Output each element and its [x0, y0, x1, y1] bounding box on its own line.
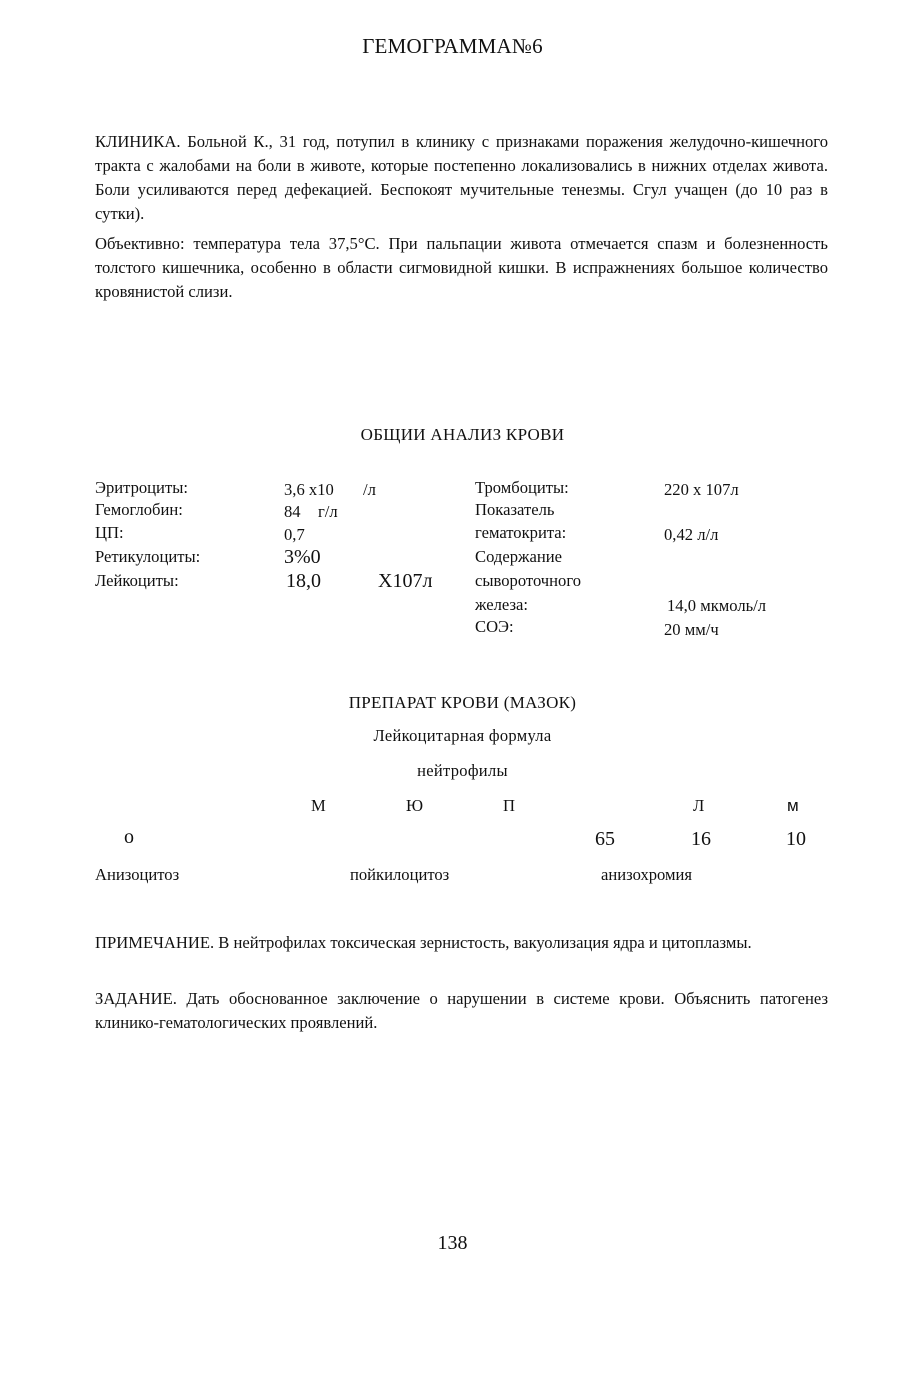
morphology-anisocytosis: Анизоцитоз	[95, 865, 180, 884]
column-header-l: Л	[693, 796, 705, 815]
serum-iron-label-line3: железа:	[475, 595, 528, 614]
value-lymphocytes: 16	[691, 828, 711, 850]
blood-test-heading: ОБЩИИ АНАЛИЗ КРОВИ	[360, 425, 565, 444]
hemoglobin-label: Гемоглобин:	[95, 500, 183, 519]
platelets-value: 220 х 107л	[664, 480, 739, 499]
column-header-yu: Ю	[406, 796, 424, 815]
note-paragraph: ПРИМЕЧАНИЕ. В нейтрофилах токсическая зернистость, вакуолизация ядра и цитоплазмы.	[95, 933, 752, 952]
reticulocytes-label: Ретикулоциты:	[95, 547, 201, 566]
hematocrit-value: 0,42 л/л	[664, 525, 719, 544]
page-title: ГЕМОГРАММА№6	[362, 34, 543, 58]
page-number: 138	[437, 1232, 468, 1254]
morphology-poikilocytosis: пойкилоцитоз	[350, 865, 450, 884]
morphology-anisochromia: анизохромия	[601, 865, 693, 884]
color-index-value: 0,7	[284, 525, 305, 544]
formula-heading: Лейкоцитарная формула	[373, 726, 552, 745]
color-index-label: ЦП:	[95, 523, 124, 542]
smear-heading: ПРЕПАРАТ КРОВИ (МАЗОК)	[348, 693, 577, 712]
esr-value: 20 мм/ч	[664, 620, 719, 639]
neutrophils-heading: нейтрофилы	[417, 761, 508, 780]
column-header-m: М	[311, 796, 326, 815]
clinic-paragraph: КЛИНИКА. Больной К., 31 год, потупил в клинику с признаками поражения желудочно-кишечного тракта с жалобами на боли в животе, которые постепенно локализовались в нижних отделах живота. Боли усиливаются перед дефекацией. Беспокоят мучительные тенезмы. Сгул учащен (до 10 раз в сутки).	[95, 132, 828, 223]
hematocrit-label-line2: гематокрита:	[475, 523, 567, 542]
serum-iron-value: 14,0 мкмоль/л	[667, 596, 767, 615]
column-header-p: П	[503, 796, 515, 815]
hemoglobin-value: 84	[284, 502, 301, 521]
serum-iron-label-line1: Содержание	[475, 547, 562, 566]
column-header-mono: м	[787, 796, 799, 815]
esr-label: СОЭ:	[475, 617, 514, 636]
task-paragraph: ЗАДАНИЕ. Дать обоснованное заключение о нарушении в системе крови. Объяснить патогенез клинико-гематологических проявлений.	[95, 989, 828, 1032]
leukocytes-value: 18,0	[286, 570, 321, 592]
value-first: о	[124, 826, 134, 848]
reticulocytes-value: 3%0	[284, 546, 321, 568]
leukocytes-label: Лейкоциты:	[95, 571, 179, 590]
erythrocytes-value: 3,6 х10	[284, 480, 334, 499]
erythrocytes-unit: /л	[363, 480, 376, 499]
leukocytes-unit: Х107л	[378, 570, 433, 592]
platelets-label: Тромбоциты:	[475, 478, 569, 497]
objective-paragraph: Объективно: температура тела 37,5°С. При пальпации живота отмечается спазм и болезненность толстого кишечника, особенно в области сигмовидной кишки. В испражнениях большое количество кровянистой слизи.	[95, 234, 828, 301]
hemoglobin-unit: г/л	[318, 502, 338, 521]
value-segmented: 65	[595, 828, 615, 850]
value-monocytes: 10	[786, 828, 806, 850]
erythrocytes-label: Эритроциты:	[95, 478, 188, 497]
hematocrit-label-line1: Показатель	[475, 500, 555, 519]
serum-iron-label-line2: сывороточного	[475, 571, 582, 590]
